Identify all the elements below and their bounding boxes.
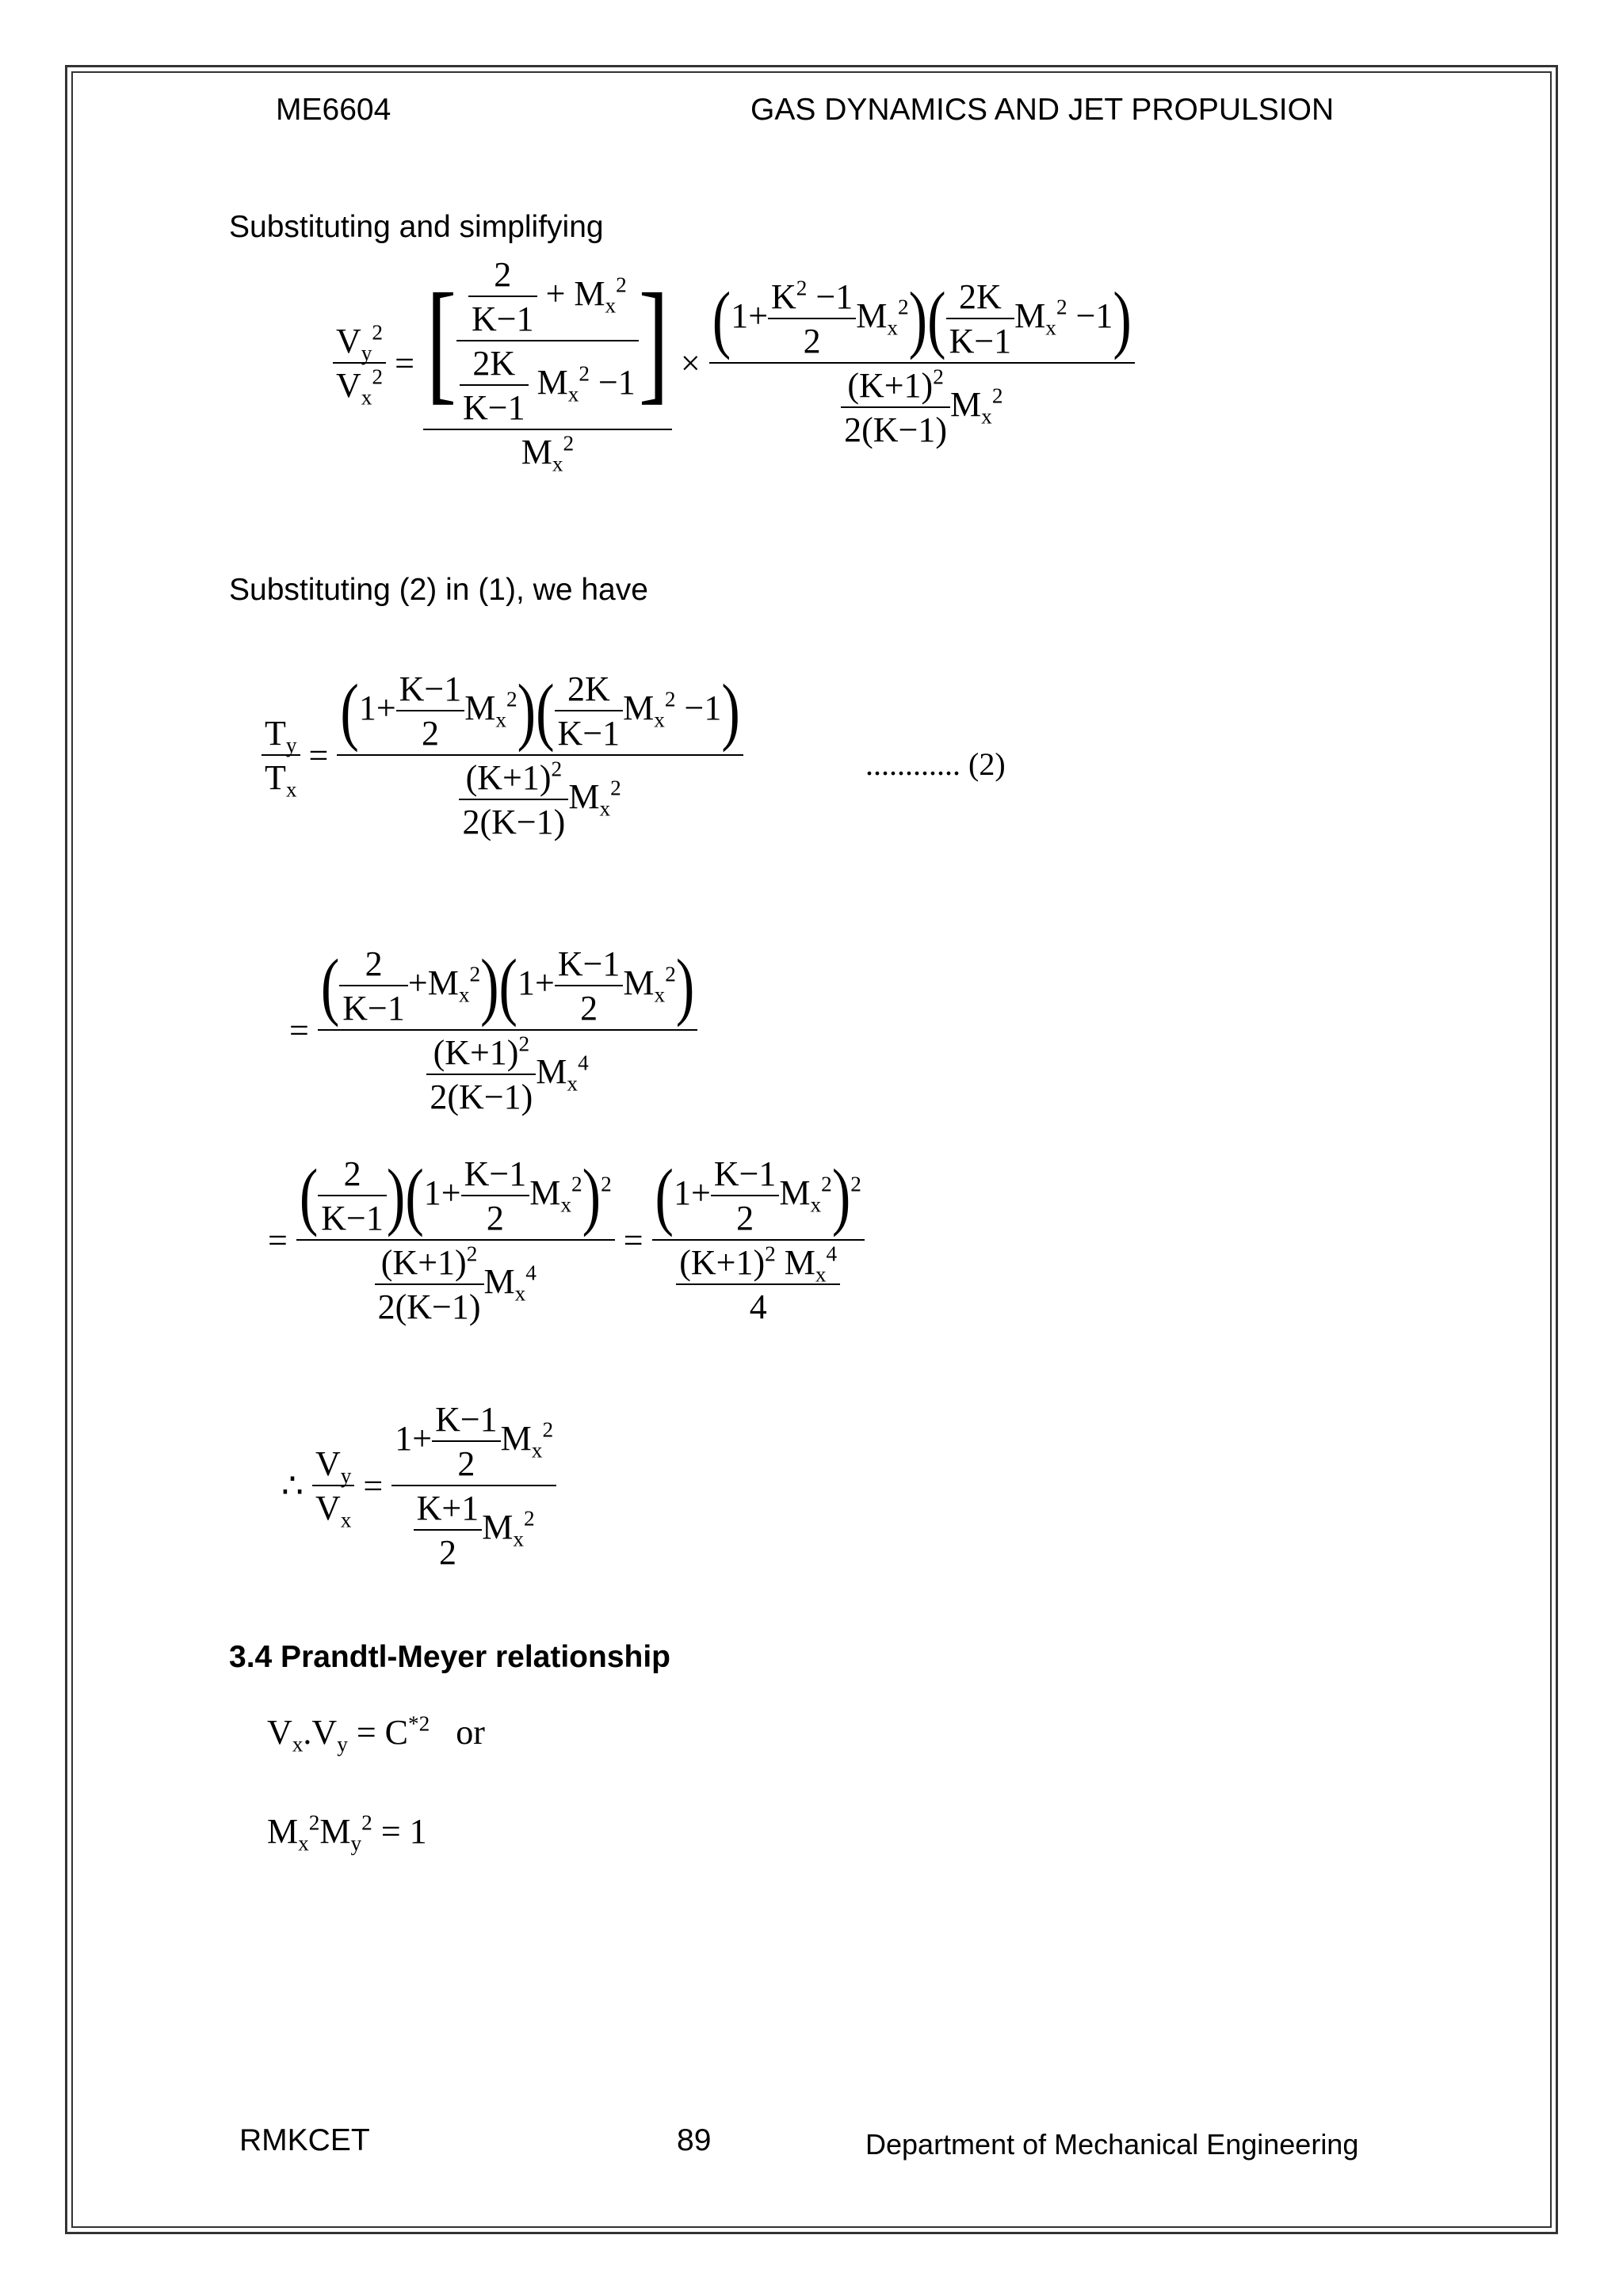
equation-prandtl-meyer-velocity: $V_x.V_y = C^{*2}$ or xyxy=(267,1711,485,1756)
equation-prandtl-meyer-mach: $M_x^2M_y^2 = 1$ xyxy=(267,1810,427,1855)
footer-department: Department of Mechanical Engineering xyxy=(865,2128,1359,2161)
equation-vy2-vx2: $\frac{V_y^2}{V_x^2}$ = [ $\frac{2}{K-1}$ + $M_x^2$ $\frac{2K}{K-1}$ $M_x^2 -1$ ] $M_x^2$ × (1+ $\frac{K^2 -1}{2}$ $M_x^2$)( $\frac{2K}{K-1}$ $M_x^2 -1$) $\frac{(K+1)^2}{2(K-1)}$ $M_x^2$ xyxy=(333,257,1135,470)
equation-vy-vx: ∴ $\frac{V_y}{V_x}$ = 1+ $\frac{K-1}{2}$ $M_x^2$ $\frac{K+1}{2}$ $M_x^2$ xyxy=(281,1402,556,1570)
footer-page-number: 89 xyxy=(677,2123,712,2157)
equation-number-2: ............ (2) xyxy=(865,746,1006,782)
header-course-code: ME6604 xyxy=(276,93,391,127)
header-course-title: GAS DYNAMICS AND JET PROPULSION xyxy=(750,93,1335,127)
footer-institute: RMKCET xyxy=(239,2123,370,2157)
equation-step-4: = ( $\frac{2}{K-1}$ )(1+ $\frac{K-1}{2}$ $M_x^2)^2$ $\frac{(K+1)^2}{2(K-1)}$ $M_x^4$ = (1+ $\frac{K-1}{2}$ $M_x^2)^2$ $\frac{(K+1)^2 M_x^4}{4}$ xyxy=(268,1157,865,1325)
paragraph-substituting-2-in-1: Substituting (2) in (1), we have xyxy=(229,573,648,607)
paragraph-substituting-simplifying: Substituting and simplifying xyxy=(229,210,604,244)
equation-step-3: = ( $\frac{2}{K-1}$ $+M_x^2)(1+$ $\frac{K-1}{2}$ $M_x^2$) $\frac{(K+1)^2}{2(K-1)}$ $M_x^4$ xyxy=(289,947,697,1115)
or-word: or xyxy=(456,1713,485,1752)
equation-ty-tx: $\frac{T_y}{T_x}$ = (1+ $\frac{K-1}{2}$ $M_x^2$)( $\frac{2K}{K-1}$ $M_x^2 -1$) $\frac{(K+1)^2}{2(K-1)}$ $M_x^2$ xyxy=(262,672,743,840)
section-heading: 3.4 Prandtl-Meyer relationship xyxy=(229,1640,670,1674)
